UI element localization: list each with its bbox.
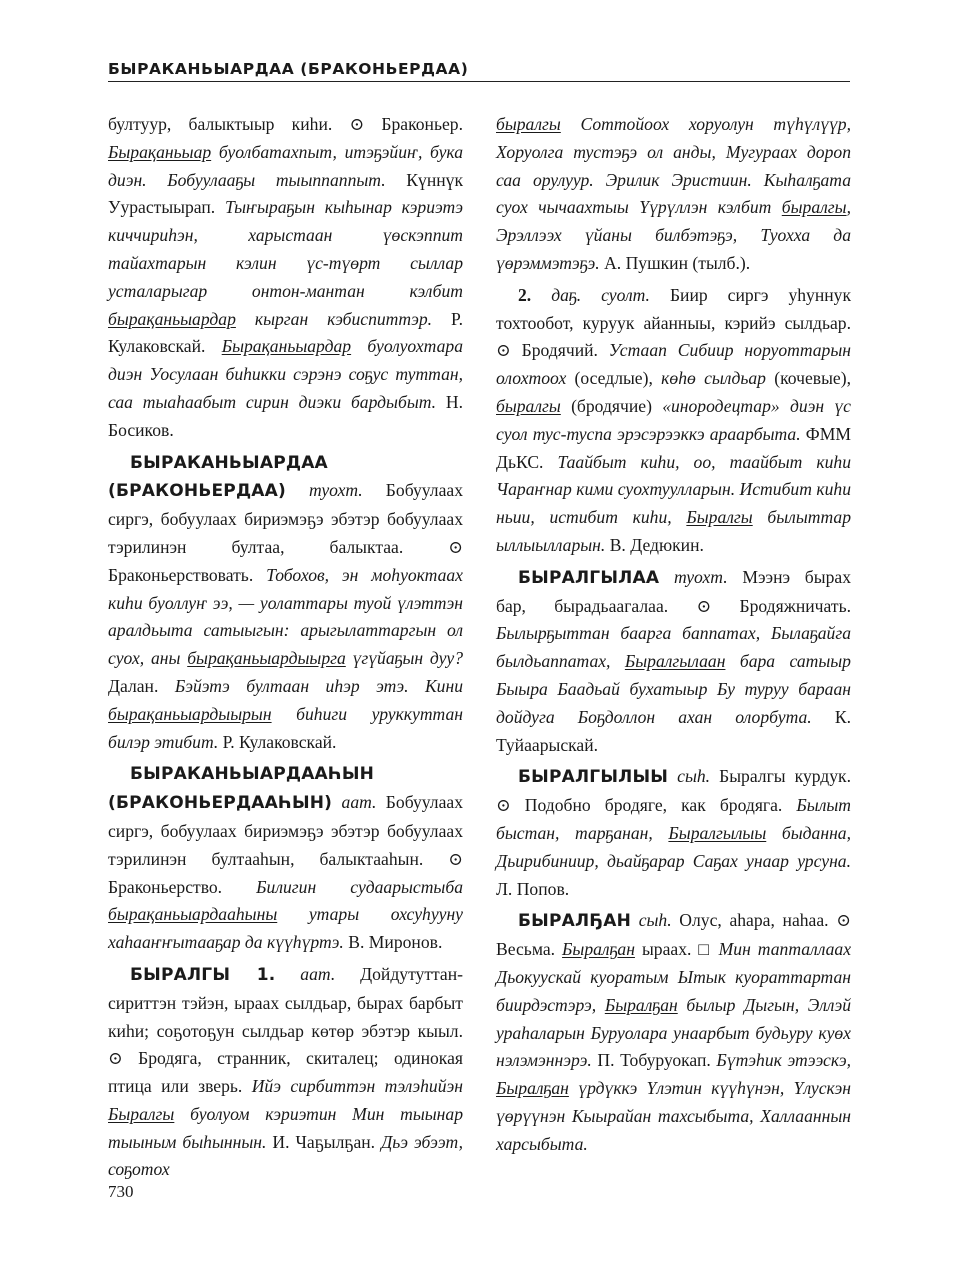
- example-headword: Бырақаньыар: [108, 141, 212, 162]
- example-headword: Быралгылыы: [668, 822, 767, 843]
- entry-continuation: [108, 111, 463, 445]
- source-author: Р. Кулаковскай.: [108, 308, 463, 357]
- definition-text: Бобуулаах сиргэ, бобуулаах бириэмэҕэ эбэтэр бобуулаах тэрилинэн бултааһын, балыктааһын. ⊙ Браконьерство.: [108, 792, 463, 897]
- dictionary-entry: [108, 760, 463, 957]
- example-text: көһө сылдьар: [661, 368, 766, 389]
- entry-headword: БЫРАКАНЬЫАРДАА (БРАКОНЬЕРДАА): [108, 452, 328, 502]
- example-text: , Эрэллээх үйаны билбэтэҕэ, Туохха да үөрэммэтэҕэ.: [496, 197, 851, 273]
- source-author: К. Туйаарыскай.: [496, 706, 851, 755]
- example-text: буолуохтара диэн Уосулаан биһикки сэрэнэ соҕус туттан, саа тыаһаабыт сирин диэки бардыбыт.: [108, 336, 463, 412]
- example-headword: быралгы: [496, 114, 561, 134]
- example-text: Соттойоох хоруолун түһүлүүр, Хоруолга тустэҕэ ол анды, Мугураах дороп саа орулуур. Эрилик Эристиин. Кыһалҕата суох чычаахтыы Үүрүллэн кэлбит: [496, 114, 851, 218]
- gloss-text: (оседлые),: [566, 368, 662, 389]
- definition-text: Мээнэ бырах бар, бырадьаагалаа. ⊙ Бродяжничать.: [496, 566, 851, 616]
- part-of-speech: аат.: [332, 792, 377, 813]
- example-headword: Быралҕан: [496, 1078, 569, 1099]
- part-of-speech: сыһ.: [631, 910, 672, 931]
- example-headword: быралгы: [496, 395, 561, 416]
- definition-text: Биир сиргэ уһуннук тохтообот, куруук айанныы, кэрийэ сылдьар. ⊙ Бродячий.: [496, 284, 852, 361]
- source-author: А. Пушкин (тылб.).: [599, 252, 751, 273]
- source-author: В. Миронов.: [343, 932, 443, 953]
- definition-text: Дойдутуттан-сириттэн тэйэн, ыраах сылдьар, бырах барбыт киһи; соҕотоҕун сылдьар көтөр эбэтэр кыыл. ⊙ Бродяга, странник, скиталец; одинокая птица или зверь.: [108, 963, 463, 1097]
- example-text: Дьэ эбээт, соҕотох: [108, 1131, 463, 1180]
- part-of-speech: даҕ. суолт.: [531, 284, 650, 305]
- header-rule: [108, 81, 850, 82]
- example-text: бара сатыыр Быыра Баадьай бухатыыр Бу туруу бараан дойдуга Боҕдоллон ахан олорбута.: [496, 651, 851, 727]
- part-of-speech: туохт.: [285, 480, 363, 501]
- source-author: Күннүк Уурастыырап.: [108, 169, 463, 218]
- example-text: Мин тапталлаах Дьокуускай куоратым Ытык куораттартан биирдэстэрэ,: [496, 939, 851, 1015]
- source-author: В. Дедюкин.: [605, 534, 704, 555]
- dictionary-entry: [108, 449, 463, 757]
- dictionary-entry: [496, 763, 851, 903]
- example-headword: Быралгы: [686, 507, 753, 528]
- gloss-text: (бродячие): [560, 395, 663, 416]
- example-text: быданна, Дьирибиниир, дьайҕарар Саҕах унаар урсуна.: [496, 822, 851, 871]
- example-text: утары охсуһууну хаһааҥҥытааҕар да күүһүртэ.: [108, 904, 463, 953]
- entry-continuation: [496, 111, 851, 278]
- example-text: Билигин судаарыстыба: [256, 876, 463, 897]
- definition-text: Олус, аһара, наһаа. ⊙ Весьма.: [496, 910, 851, 960]
- example-text: Былыт быстан, тарҕанан,: [496, 795, 851, 843]
- example-headword: бырақаньыардыыргa: [187, 648, 346, 669]
- part-of-speech: аат.: [275, 963, 336, 984]
- running-head: БЫРАКАНЬЫАРДАА (БРАКОНЬЕРДАА): [108, 60, 469, 78]
- dictionary-entry: [496, 907, 851, 1158]
- example-text: буолуом кэриэтин Мин тыынар тыыным быһыннын.: [108, 1103, 463, 1152]
- dictionary-entry: [108, 961, 463, 1184]
- example-text: Ийэ сирбиттэн тэлэһийэн: [251, 1076, 463, 1097]
- example-headword: Бырақаньыардар: [221, 336, 352, 357]
- example-text: былыттар ыллыылларын.: [496, 507, 851, 555]
- part-of-speech: туохт.: [659, 566, 728, 587]
- example-text: үгүйаҕын дуу?: [345, 648, 463, 669]
- example-headword: Быралгылаан: [624, 651, 726, 672]
- left-column: [108, 111, 463, 1184]
- dictionary-entry: [496, 564, 851, 760]
- example-headword: быралгы: [781, 197, 847, 218]
- entry-headword: БЫРАЛГЫЛЫЫ: [518, 767, 669, 788]
- example-headword: Быралгы: [108, 1103, 175, 1124]
- example-text: Былырҕыттан баарга баппатах, Былаҕайга былдьаппатах,: [496, 623, 851, 672]
- example-text: Тыҥыраҕын кыһынар кэриэтэ киччириһэн, харыстаан үөскэппит тайахтарын кэлин үс-түөрт сыллар усталарыгар онтон-мантан кэлбит: [108, 197, 464, 301]
- part-of-speech: сыһ.: [668, 766, 711, 787]
- right-column: [496, 111, 851, 1158]
- entry-headword: БЫРАКАНЬЫАРДААҺЫН (БРАКОНЬЕРДААҺЫН): [108, 764, 375, 814]
- source-author: П. Тобуруокап.: [591, 1050, 717, 1071]
- example-text: биһиги уруккуттан билэр этибит.: [108, 703, 463, 752]
- entry-headword: БЫРАЛГЫЛАА: [518, 567, 660, 588]
- entry-headword: БЫРАЛГЫ 1.: [130, 964, 276, 985]
- gloss-text: (кочевые),: [765, 368, 851, 389]
- page-number: 730: [108, 1182, 134, 1201]
- definition-text: ыраах. □: [634, 939, 719, 960]
- example-text: Устаап Сибиир норуоттарын олохтоох: [496, 340, 851, 389]
- example-headword: бырақаньыардыырын: [108, 703, 272, 724]
- example-text: буолбатахпыт, итэҕэйиҥ, бука диэн. Бобуулааҕы тыыппаппыт.: [108, 141, 463, 190]
- example-headword: Быралҕан: [562, 939, 635, 960]
- example-headword: бырақаньыардар: [108, 308, 236, 329]
- example-text: «инородецтар» диэн үс суол тус-туспа эрэсэрээккэ араарбыта.: [496, 395, 851, 444]
- source-author: Р. Кулаковскай.: [218, 731, 337, 752]
- example-text: Таайбыт киһи, оо, таайбыт киһи Чараҥнар кими суохтуулларын. Истибит киһи ньии, истибит киһи,: [496, 451, 851, 528]
- example-text: Бүтэһик этээскэ,: [716, 1050, 851, 1071]
- source-author: Н. Босиков.: [108, 391, 463, 440]
- entry-headword: БЫРАЛҔАН: [518, 911, 632, 932]
- source-author: Л. Попов.: [496, 878, 570, 899]
- example-text: Бэйэтэ бултаан иһэр этэ. Кини: [174, 675, 463, 696]
- dictionary-entry: [496, 282, 851, 560]
- example-headword: бырақаньыардааһыны: [108, 904, 278, 925]
- definition-text: Быралгы курдук. ⊙ Подобно бродяге, как бродяга.: [496, 766, 852, 816]
- example-text: үрдүккэ Үлэтин күүһүнэн, Үлускэн үөрүүнэн Кыырайан тахсыбыта, Халлааннын харсыбыта.: [496, 1078, 851, 1154]
- source-author: ФММ ДьКС.: [496, 423, 851, 472]
- example-headword: Быралҕан: [604, 994, 678, 1015]
- sense-number: 2.: [518, 284, 532, 305]
- example-text: Тобохов, эн моһуоктаах киһи буоллуҥ ээ, — уолаттары туой үлэттэн аралдьыта сатыыгын: арыгылаттаргын ол суох, аны: [108, 564, 463, 669]
- example-text: кырган кэбиспиттэр.: [235, 308, 433, 329]
- definition-text: Бобуулаах сиргэ, бобуулаах бириэмэҕэ эбэтэр бобуулаах тэрилинэн бултаа, балыктаа. ⊙ Браконьерствовать.: [108, 480, 463, 585]
- source-author: И. Чаҕылҕан.: [266, 1131, 382, 1152]
- source-author: Далан.: [108, 675, 175, 696]
- definition-text: бултуур, балыктыыр киһи. ⊙ Браконьер.: [108, 114, 463, 134]
- example-text: былыр Дыгын, Эллэй ураһаларын Буруолара унаарбыт будьуру куөх нэлэмэннэрэ.: [496, 994, 852, 1071]
